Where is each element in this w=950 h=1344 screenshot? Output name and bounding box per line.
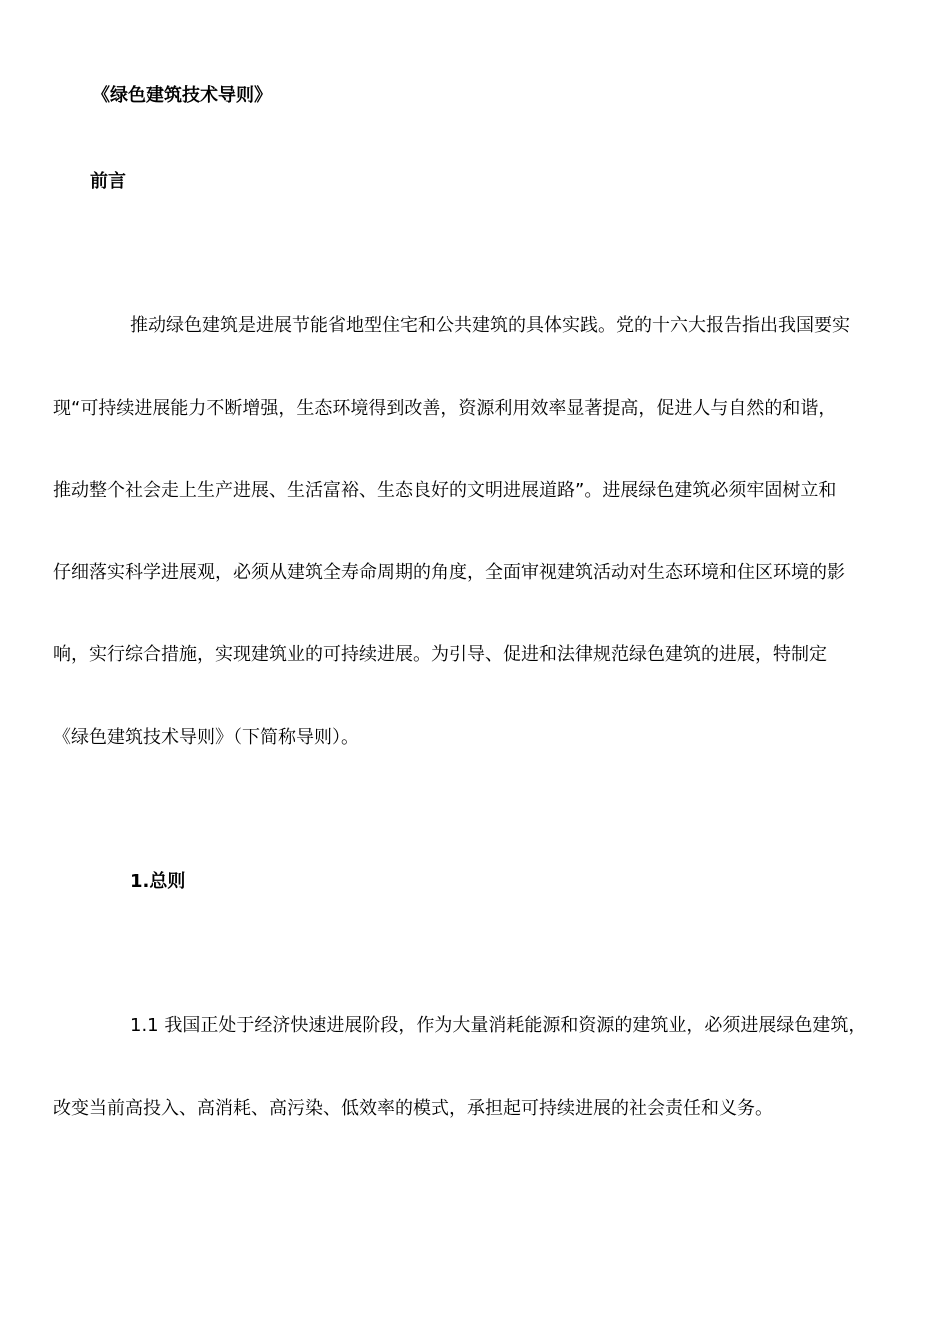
preface-line-5: 响，实行综合措施，实现建筑业的可持续进展。为引导、促进和法律规范绿色建筑的进展，特制定: [53, 644, 827, 665]
preface-line-1: 推动绿色建筑是进展节能省地型住宅和公共建筑的具体实践。党的十六大报告指出我国要实: [130, 315, 850, 336]
preface-line-6: 《绿色建筑技术导则》（下简称导则）。: [53, 727, 359, 748]
preface-heading: 前言: [90, 171, 126, 192]
section-heading: 1.总则: [130, 871, 186, 892]
document-title: 《绿色建筑技术导则》: [92, 85, 272, 106]
preface-line-2: 现“可持续进展能力不断增强，生态环境得到改善，资源利用效率显著提高，促进人与自然的和谐，: [53, 398, 837, 419]
section-line-2: 改变当前高投入、高消耗、高污染、低效率的模式，承担起可持续进展的社会责任和义务。: [53, 1098, 773, 1119]
preface-line-4: 仔细落实科学进展观，必须从建筑全寿命周期的角度，全面审视建筑活动对生态环境和住区环境的影: [53, 562, 845, 583]
preface-line-3: 推动整个社会走上生产进展、生活富裕、生态良好的文明进展道路”。进展绿色建筑必须牢固树立和: [53, 480, 837, 501]
section-line-1: 1.1 我国正处于经济快速进展阶段，作为大量消耗能源和资源的建筑业，必须进展绿色建筑，: [130, 1015, 867, 1036]
